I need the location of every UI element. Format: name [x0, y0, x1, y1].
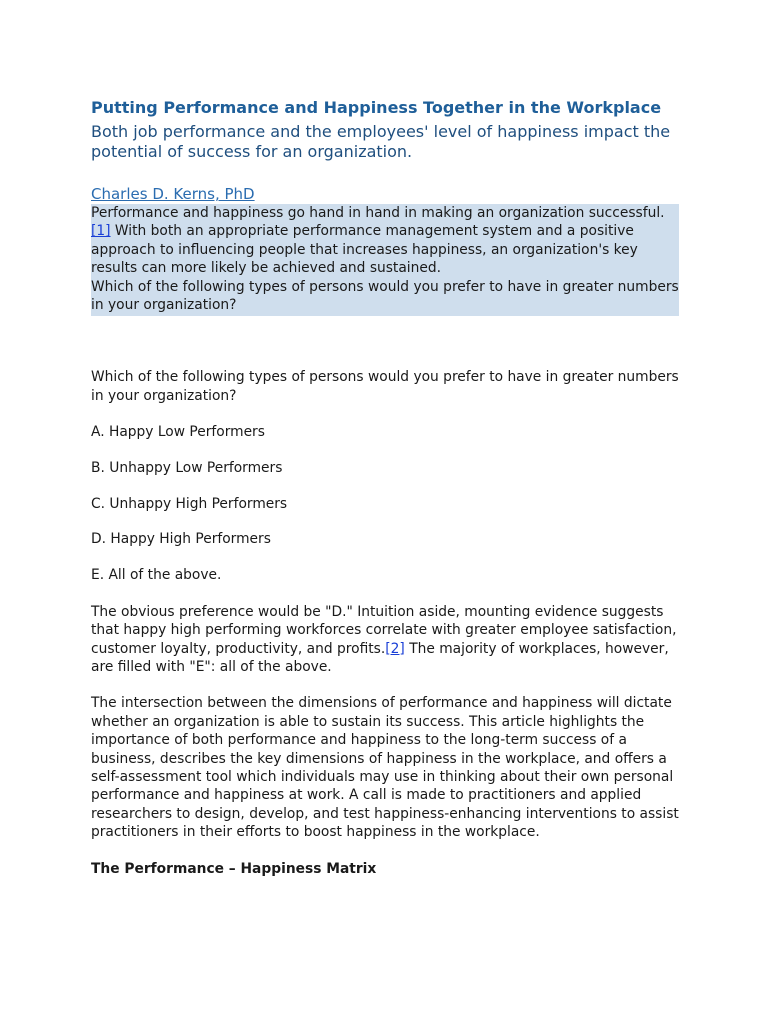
article-title: Putting Performance and Happiness Together in the Workplace: [91, 98, 662, 117]
paragraph-preference: [91, 603, 681, 677]
footnote-ref-2[interactable]: [2]: [385, 640, 405, 657]
option-b: B. Unhappy Low Performers: [91, 459, 283, 476]
author-link[interactable]: Charles D. Kerns, PhD: [91, 185, 255, 203]
question-text: Which of the following types of persons would you prefer to have in greater numbers in your organization?: [91, 369, 679, 404]
abstract-part2: With both an appropriate performance management system and a positive approach to influencing people that increases happiness, an organization's key results can more likely be achieved and sustained.: [91, 223, 638, 277]
paragraph-intersection: The intersection between the dimensions of performance and happiness will dictate whether an organization is able to sustain its success. This article highlights the importance of both performance and happiness to the long-term success of a business, describes the key dimensions of happiness in the workplace, and offers a self-assessment tool which individuals may use in thinking about their own personal performance and happiness at work. A call is made to practitioners and applied researchers to design, develop, and test happiness-enhancing interventions to assist practitioners in their efforts to boost happiness in the workplace.: [91, 695, 679, 841]
option-d: D. Happy High Performers: [91, 531, 271, 548]
footnote-ref-1[interactable]: [1]: [91, 223, 111, 240]
paragraph-preference-part2: The majority of workplaces, however, are filled with "E": all of the above.: [91, 640, 669, 675]
abstract-part1: Performance and happiness go hand in hand in making an organization successful.: [91, 205, 665, 221]
article-page: [91, 96, 681, 878]
abstract-text: [91, 204, 679, 278]
article-body: [91, 368, 681, 878]
option-c: C. Unhappy High Performers: [91, 495, 288, 512]
abstract-box: [91, 204, 679, 316]
article-subtitle: Both job performance and the employees' level of happiness impact the potential of success for an organization.: [91, 122, 671, 161]
option-a: A. Happy Low Performers: [91, 423, 265, 440]
abstract-question: Which of the following types of persons would you prefer to have in greater numbers in your organization?: [91, 278, 679, 314]
option-e: E. All of the above.: [91, 567, 222, 584]
paragraph-preference-part1: The obvious preference would be "D." Intuition aside, mounting evidence suggests that happy high performing workforces correlate with greater employee satisfaction, customer loyalty, productivity, and profits.: [91, 603, 677, 657]
section-heading: The Performance – Happiness Matrix: [91, 860, 377, 877]
